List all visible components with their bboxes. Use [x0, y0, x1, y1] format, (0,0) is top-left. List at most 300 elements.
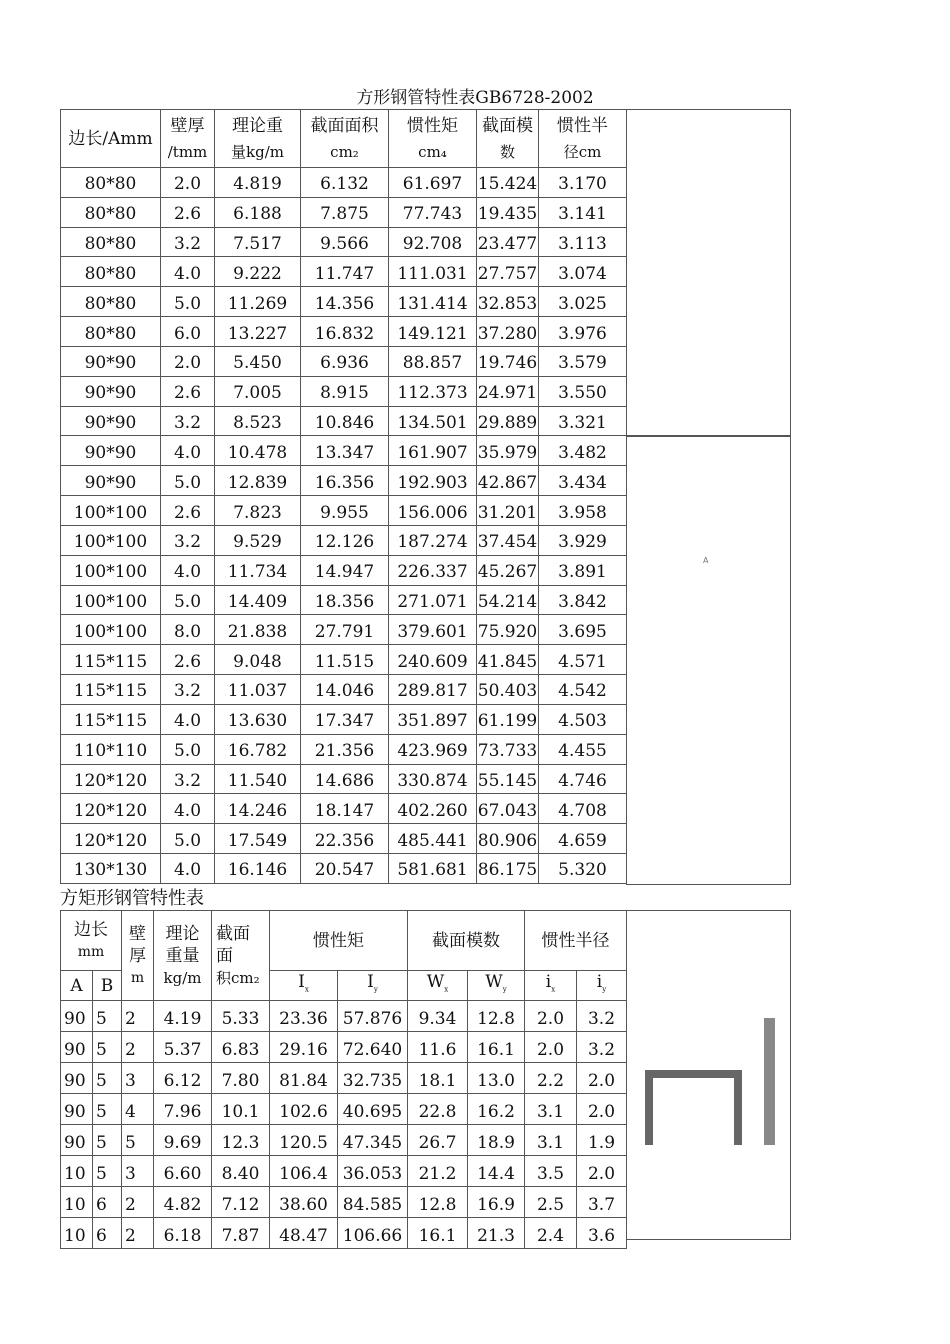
t1-cell: 12.839: [215, 466, 301, 496]
t1-cell: 37.280: [477, 317, 539, 347]
t1-cell: 16.146: [215, 854, 301, 884]
t2-subhead-0: A: [61, 971, 93, 1001]
t2-cell: 10.1: [212, 1094, 270, 1125]
t1-cell: 14.409: [215, 585, 301, 615]
t2-cell: 6.60: [154, 1156, 212, 1187]
t1-cell: 9.955: [301, 496, 389, 526]
t2-head-radius: 惯性半径: [525, 911, 627, 971]
t1-cell: 50.403: [477, 675, 539, 705]
t1-cell: 3.170: [539, 168, 627, 198]
t1-cell: 2.0: [161, 168, 215, 198]
t1-cell: 4.0: [161, 704, 215, 734]
table-row: [61, 1001, 627, 1032]
t1-cell: 7.875: [301, 197, 389, 227]
t2-cell: 9.69: [154, 1125, 212, 1156]
t1-cell: 120*120: [61, 824, 161, 854]
t2-cell: 90: [61, 1001, 93, 1032]
t1-cell: 17.347: [301, 704, 389, 734]
t2-cell: 26.7: [408, 1125, 468, 1156]
t2-cell: 16.9: [468, 1187, 525, 1218]
table-row: [61, 376, 627, 406]
t1-cell: 27.791: [301, 615, 389, 645]
t1-cell: 120*120: [61, 764, 161, 794]
t2-cell: 5: [93, 1156, 122, 1187]
t2-cell: 18.1: [408, 1063, 468, 1094]
t2-subhead-7: $i_y$: [577, 971, 627, 1001]
t1-cell: 9.222: [215, 257, 301, 287]
t1-cell: 130*130: [61, 854, 161, 884]
t2-cell: 2.0: [577, 1156, 627, 1187]
t2-head-weight: 理论 重量 kg/m: [154, 911, 212, 1001]
t1-cell: 21.356: [301, 734, 389, 764]
t1-cell: 2.6: [161, 496, 215, 526]
t2-cell: 21.3: [468, 1218, 525, 1249]
t1-cell: 11.734: [215, 555, 301, 585]
t1-cell: 92.708: [389, 227, 477, 257]
table-row: [61, 466, 627, 496]
t1-cell: 110*110: [61, 734, 161, 764]
t1-cell: 6.132: [301, 168, 389, 198]
t2-cell: 90: [61, 1094, 93, 1125]
t1-cell: 54.214: [477, 585, 539, 615]
t1-cell: 3.958: [539, 496, 627, 526]
t1-cell: 80*80: [61, 197, 161, 227]
t1-cell: 19.746: [477, 346, 539, 376]
t1-cell: 4.0: [161, 436, 215, 466]
t2-cell: 3: [122, 1063, 154, 1094]
channel-section-figure: [640, 1010, 780, 1150]
t1-cell: 31.201: [477, 496, 539, 526]
t1-cell: 2.6: [161, 376, 215, 406]
t1-cell: 111.031: [389, 257, 477, 287]
t2-cell: 29.16: [270, 1032, 338, 1063]
t2-cell: 106.66: [338, 1218, 408, 1249]
t1-cell: 3.2: [161, 764, 215, 794]
t1-cell: 90*90: [61, 466, 161, 496]
t1-cell: 32.853: [477, 287, 539, 317]
t1-cell: 18.356: [301, 585, 389, 615]
t2-cell: 2.4: [525, 1218, 577, 1249]
t1-cell: 271.071: [389, 585, 477, 615]
t1-cell: 80*80: [61, 317, 161, 347]
t2-cell: 90: [61, 1063, 93, 1094]
table-row: [61, 555, 627, 585]
t2-cell: 3.6: [577, 1218, 627, 1249]
table-row: [61, 525, 627, 555]
t1-cell: 3.929: [539, 525, 627, 555]
t2-cell: 16.1: [408, 1218, 468, 1249]
t2-cell: 6.18: [154, 1218, 212, 1249]
t1-cell: 3.550: [539, 376, 627, 406]
table-row: [61, 496, 627, 526]
table-row: [61, 257, 627, 287]
t1-cell: 3.482: [539, 436, 627, 466]
t1-cell: 3.113: [539, 227, 627, 257]
t2-cell: 5: [93, 1125, 122, 1156]
t1-header-6: 惯性半 径cm: [539, 110, 627, 168]
t2-cell: 22.8: [408, 1094, 468, 1125]
t1-cell: 11.037: [215, 675, 301, 705]
t1-cell: 10.846: [301, 406, 389, 436]
t2-cell: 5.37: [154, 1032, 212, 1063]
t2-cell: 36.053: [338, 1156, 408, 1187]
t1-cell: 19.435: [477, 197, 539, 227]
t1-cell: 80*80: [61, 257, 161, 287]
t1-cell: 9.566: [301, 227, 389, 257]
t1-cell: 8.0: [161, 615, 215, 645]
t1-cell: 14.947: [301, 555, 389, 585]
t1-cell: 16.356: [301, 466, 389, 496]
t2-cell: 38.60: [270, 1187, 338, 1218]
t1-cell: 485.441: [389, 824, 477, 854]
t1-cell: 5.0: [161, 466, 215, 496]
t1-cell: 112.373: [389, 376, 477, 406]
table-row: [61, 406, 627, 436]
t1-cell: 100*100: [61, 496, 161, 526]
t2-cell: 5.33: [212, 1001, 270, 1032]
t1-cell: 4.503: [539, 704, 627, 734]
table-row: [61, 734, 627, 764]
t1-cell: 14.246: [215, 794, 301, 824]
t2-subhead-5: $W_y$: [468, 971, 525, 1001]
t2-cell: 8.40: [212, 1156, 270, 1187]
t2-cell: 84.585: [338, 1187, 408, 1218]
t2-cell: 120.5: [270, 1125, 338, 1156]
t1-cell: 3.842: [539, 585, 627, 615]
table-row: [61, 227, 627, 257]
t2-cell: 4.19: [154, 1001, 212, 1032]
t1-cell: 9.529: [215, 525, 301, 555]
t2-cell: 3.7: [577, 1187, 627, 1218]
table-row: [61, 615, 627, 645]
t2-cell: 57.876: [338, 1001, 408, 1032]
t2-cell: 3.1: [525, 1094, 577, 1125]
t1-cell: 120*120: [61, 794, 161, 824]
t2-cell: 72.640: [338, 1032, 408, 1063]
t1-cell: 115*115: [61, 704, 161, 734]
t1-cell: 5.450: [215, 346, 301, 376]
table-row: [61, 317, 627, 347]
t1-cell: 90*90: [61, 346, 161, 376]
t1-cell: 2.0: [161, 346, 215, 376]
t2-cell: 12.3: [212, 1125, 270, 1156]
t1-cell: 5.0: [161, 824, 215, 854]
t1-cell: 10.478: [215, 436, 301, 466]
t1-cell: 23.477: [477, 227, 539, 257]
t2-subhead-2: $I_x$: [270, 971, 338, 1001]
t2-cell: 6: [93, 1187, 122, 1218]
t1-cell: 5.0: [161, 734, 215, 764]
t1-cell: 4.819: [215, 168, 301, 198]
t1-cell: 4.0: [161, 257, 215, 287]
t1-cell: 3.2: [161, 525, 215, 555]
t2-cell: 2.0: [525, 1032, 577, 1063]
t1-cell: 24.971: [477, 376, 539, 406]
t1-cell: 581.681: [389, 854, 477, 884]
t1-cell: 192.903: [389, 466, 477, 496]
t1-cell: 4.746: [539, 764, 627, 794]
side-panel-bottom: [626, 435, 791, 885]
t1-cell: 21.838: [215, 615, 301, 645]
t2-cell: 10: [61, 1187, 93, 1218]
t1-cell: 6.188: [215, 197, 301, 227]
t1-cell: 9.048: [215, 645, 301, 675]
t1-cell: 4.659: [539, 824, 627, 854]
t2-cell: 5: [93, 1032, 122, 1063]
t2-cell: 3.1: [525, 1125, 577, 1156]
t2-cell: 10: [61, 1218, 93, 1249]
t1-cell: 15.424: [477, 168, 539, 198]
t2-cell: 40.695: [338, 1094, 408, 1125]
t1-cell: 42.867: [477, 466, 539, 496]
t2-cell: 81.84: [270, 1063, 338, 1094]
t2-cell: 5: [93, 1001, 122, 1032]
t1-cell: 3.074: [539, 257, 627, 287]
t1-cell: 8.915: [301, 376, 389, 406]
t1-cell: 423.969: [389, 734, 477, 764]
t2-cell: 18.9: [468, 1125, 525, 1156]
t1-cell: 80*80: [61, 168, 161, 198]
t1-cell: 11.540: [215, 764, 301, 794]
t1-header-4: 惯性矩 cm₄: [389, 110, 477, 168]
t1-cell: 4.0: [161, 794, 215, 824]
t2-subhead-1: B: [93, 971, 122, 1001]
t2-head-side: 边长 mm: [61, 911, 122, 971]
t1-cell: 14.046: [301, 675, 389, 705]
t1-cell: 90*90: [61, 376, 161, 406]
t1-cell: 11.515: [301, 645, 389, 675]
t1-cell: 3.2: [161, 675, 215, 705]
t1-cell: 4.455: [539, 734, 627, 764]
t1-cell: 100*100: [61, 525, 161, 555]
t1-cell: 17.549: [215, 824, 301, 854]
t1-cell: 75.920: [477, 615, 539, 645]
t2-cell: 2: [122, 1001, 154, 1032]
t1-cell: 7.005: [215, 376, 301, 406]
table-row: [61, 1063, 627, 1094]
table-row: [61, 1094, 627, 1125]
t2-head-modulus: 截面模数: [408, 911, 525, 971]
t1-cell: 86.175: [477, 854, 539, 884]
t2-subhead-6: $i_x$: [525, 971, 577, 1001]
table-row: [61, 764, 627, 794]
t2-cell: 14.4: [468, 1156, 525, 1187]
t2-cell: 90: [61, 1125, 93, 1156]
t1-cell: 7.823: [215, 496, 301, 526]
table-row: [61, 1032, 627, 1063]
t2-cell: 3.5: [525, 1156, 577, 1187]
t1-cell: 351.897: [389, 704, 477, 734]
t1-cell: 100*100: [61, 585, 161, 615]
t2-cell: 7.80: [212, 1063, 270, 1094]
t2-cell: 2: [122, 1218, 154, 1249]
t1-cell: 90*90: [61, 436, 161, 466]
t2-cell: 13.0: [468, 1063, 525, 1094]
t1-cell: 402.260: [389, 794, 477, 824]
t1-cell: 80*80: [61, 227, 161, 257]
t1-cell: 29.889: [477, 406, 539, 436]
t1-cell: 6.0: [161, 317, 215, 347]
t1-cell: 289.817: [389, 675, 477, 705]
t1-cell: 115*115: [61, 675, 161, 705]
t1-cell: 13.630: [215, 704, 301, 734]
table-row: [61, 854, 627, 884]
table-row: [61, 287, 627, 317]
t1-cell: 41.845: [477, 645, 539, 675]
t2-cell: 2.2: [525, 1063, 577, 1094]
table-row: [61, 197, 627, 227]
t1-cell: 77.743: [389, 197, 477, 227]
t1-cell: 6.936: [301, 346, 389, 376]
t1-cell: 3.891: [539, 555, 627, 585]
t2-cell: 7.96: [154, 1094, 212, 1125]
t1-cell: 7.517: [215, 227, 301, 257]
table-row: [61, 585, 627, 615]
t2-cell: 7.12: [212, 1187, 270, 1218]
t2-cell: 23.36: [270, 1001, 338, 1032]
t1-cell: 3.695: [539, 615, 627, 645]
t1-header-1: 壁厚 /tmm: [161, 110, 215, 168]
t1-cell: 11.269: [215, 287, 301, 317]
t1-cell: 2.6: [161, 197, 215, 227]
t1-header-0: 边长/Amm: [61, 110, 161, 168]
t2-cell: 9.34: [408, 1001, 468, 1032]
t2-head-area: 截面 面 积cm₂: [212, 911, 270, 1001]
t2-cell: 5: [93, 1094, 122, 1125]
t2-cell: 102.6: [270, 1094, 338, 1125]
t1-cell: 134.501: [389, 406, 477, 436]
t1-cell: 45.267: [477, 555, 539, 585]
t1-cell: 3.141: [539, 197, 627, 227]
t2-cell: 21.2: [408, 1156, 468, 1187]
t1-cell: 187.274: [389, 525, 477, 555]
table-row: [61, 704, 627, 734]
t1-cell: 100*100: [61, 615, 161, 645]
t2-cell: 2.0: [525, 1001, 577, 1032]
t1-cell: 80*80: [61, 287, 161, 317]
t1-cell: 27.757: [477, 257, 539, 287]
t1-cell: 3.025: [539, 287, 627, 317]
t1-cell: 4.708: [539, 794, 627, 824]
t1-cell: 3.579: [539, 346, 627, 376]
t2-cell: 2.5: [525, 1187, 577, 1218]
t2-cell: 12.8: [408, 1187, 468, 1218]
table2-title: 方矩形钢管特性表: [60, 888, 204, 909]
t2-cell: 106.4: [270, 1156, 338, 1187]
t1-cell: 20.547: [301, 854, 389, 884]
t1-header-3: 截面面积 cm₂: [301, 110, 389, 168]
t1-header-2: 理论重 量kg/m: [215, 110, 301, 168]
table-row: [61, 1187, 627, 1218]
table-row: [61, 824, 627, 854]
channel-outline: [645, 1070, 742, 1145]
t1-cell: 115*115: [61, 645, 161, 675]
t1-cell: 226.337: [389, 555, 477, 585]
t1-cell: 90*90: [61, 406, 161, 436]
t2-cell: 2: [122, 1032, 154, 1063]
t2-cell: 1.9: [577, 1125, 627, 1156]
t1-cell: 16.832: [301, 317, 389, 347]
table1-title: 方形钢管特性表GB6728-2002: [356, 88, 594, 108]
t2-cell: 16.1: [468, 1032, 525, 1063]
t1-cell: 80.906: [477, 824, 539, 854]
t2-cell: 3: [122, 1156, 154, 1187]
t2-cell: 90: [61, 1032, 93, 1063]
t1-cell: 61.199: [477, 704, 539, 734]
t1-cell: 161.907: [389, 436, 477, 466]
t1-cell: 67.043: [477, 794, 539, 824]
t2-cell: 10: [61, 1156, 93, 1187]
t1-cell: 12.126: [301, 525, 389, 555]
t2-cell: 4.82: [154, 1187, 212, 1218]
t2-cell: 4: [122, 1094, 154, 1125]
t2-cell: 47.345: [338, 1125, 408, 1156]
t2-cell: 5: [93, 1063, 122, 1094]
t2-cell: 6.12: [154, 1063, 212, 1094]
table-row: [61, 168, 627, 198]
t1-cell: 13.227: [215, 317, 301, 347]
t1-cell: 5.320: [539, 854, 627, 884]
t2-head-inertia: 惯性矩: [270, 911, 408, 971]
table-row: [61, 1218, 627, 1249]
t1-cell: 5.0: [161, 287, 215, 317]
rect-tube-table: [60, 910, 627, 1249]
t1-cell: 3.2: [161, 227, 215, 257]
t2-head-wall: 壁 厚 m: [122, 911, 154, 1001]
t1-cell: 11.747: [301, 257, 389, 287]
t2-subhead-4: $W_x$: [408, 971, 468, 1001]
t2-cell: 6.83: [212, 1032, 270, 1063]
t1-cell: 55.145: [477, 764, 539, 794]
table-row: [61, 1156, 627, 1187]
t2-cell: 12.8: [468, 1001, 525, 1032]
t2-cell: 11.6: [408, 1032, 468, 1063]
t2-cell: 16.2: [468, 1094, 525, 1125]
t1-cell: 3.976: [539, 317, 627, 347]
t2-cell: 32.735: [338, 1063, 408, 1094]
t2-subhead-3: $I_y$: [338, 971, 408, 1001]
table-row: [61, 436, 627, 466]
t2-cell: 2: [122, 1187, 154, 1218]
table-row: [61, 1125, 627, 1156]
t1-cell: 100*100: [61, 555, 161, 585]
side-panel-top: [626, 109, 791, 437]
square-tube-table: [60, 109, 627, 884]
t1-header-5: 截面模 数: [477, 110, 539, 168]
table-row: [61, 794, 627, 824]
table-row: [61, 675, 627, 705]
t1-cell: 4.0: [161, 854, 215, 884]
t1-cell: 16.782: [215, 734, 301, 764]
t2-cell: 6: [93, 1218, 122, 1249]
t2-cell: 7.87: [212, 1218, 270, 1249]
t1-cell: 330.874: [389, 764, 477, 794]
t2-cell: 3.2: [577, 1032, 627, 1063]
t1-cell: 4.0: [161, 555, 215, 585]
t1-cell: 61.697: [389, 168, 477, 198]
t1-cell: 8.523: [215, 406, 301, 436]
t2-cell: 48.47: [270, 1218, 338, 1249]
t1-cell: 88.857: [389, 346, 477, 376]
t1-cell: 3.2: [161, 406, 215, 436]
t2-cell: 3.2: [577, 1001, 627, 1032]
t1-cell: 149.121: [389, 317, 477, 347]
plate-bar: [764, 1018, 775, 1145]
t1-cell: 3.434: [539, 466, 627, 496]
t2-cell: 2.0: [577, 1063, 627, 1094]
t1-cell: 156.006: [389, 496, 477, 526]
t1-cell: 13.347: [301, 436, 389, 466]
